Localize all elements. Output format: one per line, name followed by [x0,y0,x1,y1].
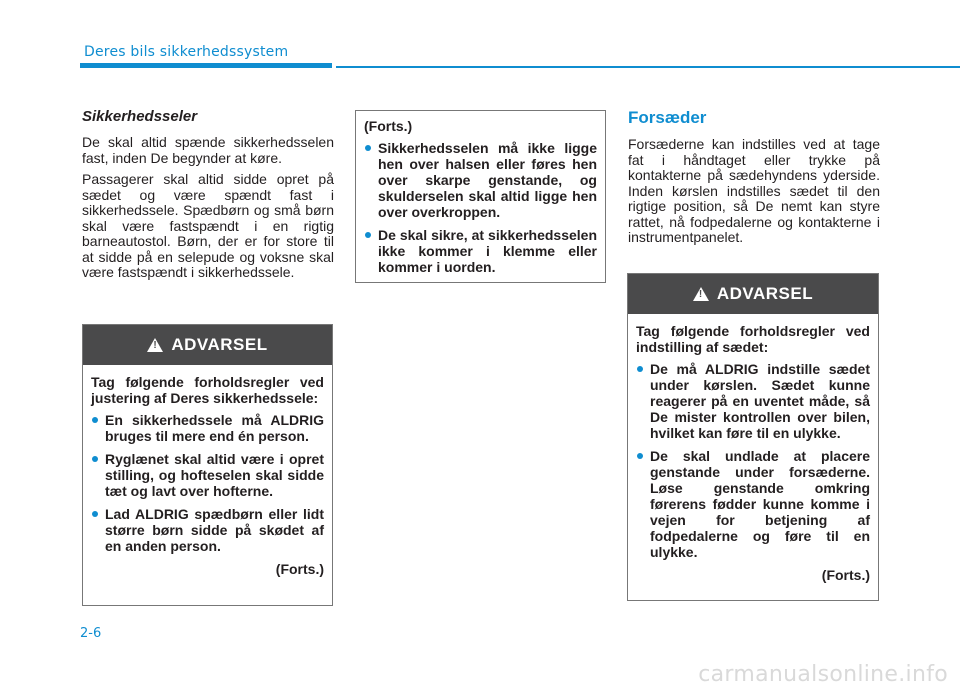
header-rule-thin [336,66,960,68]
warning-triangle-icon [693,287,709,301]
warning-item: Ryglænet skal altid være i opret stilling, og hofteselen skal sidde tæt og lavt over hofterne. [91,451,324,499]
paragraph: Forsæderne kan indstilles ved at tage fat i håndtaget eller trykke på kontakterne på sædehyndens yderside. Inden kørslen indstilles sædet til den rigtige position, så De nemt kan styre rattet, nå fodpedalerne og kontakterne i instrumentpanelet. [628,136,880,245]
heading-front-seats: Forsæder [628,108,707,127]
warning-item: De skal sikre, at sikkerhedsselen ikke kommer i klemme eller kommer i uorden. [364,227,597,275]
continued-header: (Forts.) [364,118,413,134]
column-seatbelts [82,108,334,287]
warning-box-seatbelt [82,324,333,606]
warning-title: ADVARSEL [716,284,814,303]
continued-label: (Forts.) [275,561,324,577]
warning-header [628,274,878,314]
warning-box-continued [355,110,606,283]
warning-item: Lad ALDRIG spædbørn eller lidt større børn sidde på skødet af en anden person. [91,506,324,554]
warning-item: Sikkerhedsselen må ikke ligge hen over halsen eller føres hen over skarpe genstande, og skulderselen skal altid ligge hen over overkroppen. [364,140,597,220]
subheading-seatbelts: Sikkerhedsseler [82,108,198,125]
header-rule-thick [80,63,332,68]
warning-triangle-icon [147,338,163,352]
warning-box-seat [627,273,879,601]
paragraph: De skal altid spænde sikkerhedsselen fast, inden De begynder at køre. [82,134,334,166]
watermark: carmanualsonline.info [698,662,948,687]
warning-item: En sikkerhedssele må ALDRIG bruges til mere end én person. [91,412,324,444]
page-number: 2-6 [80,626,102,641]
warning-header [83,325,332,365]
warning-intro: Tag følgende forholdsregler ved justering af Deres sikkerhedssele: [91,374,324,406]
warning-intro: Tag følgende forholdsregler ved indstilling af sædet: [636,323,870,355]
warning-item: De må ALDRIG indstille sædet under kørslen. Sædet kunne reagerer på en uventet måde, så De mister kontrollen over bilen, hvilket kan føre til en ulykke. [636,361,870,441]
column-front-seats [628,108,880,252]
section-title: Deres bils sikkerhedssystem [84,44,289,60]
continued-label: (Forts.) [821,567,870,583]
warning-item: De skal undlade at placere genstande under forsæderne. Løse genstande omkring førerens fødder kunne komme i vejen for betjening af fodpedalerne og føre til en ulykke. [636,448,870,560]
warning-title: ADVARSEL [171,335,268,354]
paragraph: Passagerer skal altid sidde opret på sædet og være spændt fast i sikkerhedssele. Spædbørn og små børn skal være fastspændt i en rigtig barneautostol. Børn, der er for store til at sidde på en selepude og voksne skal være fastspændt i sikkerhedssele. [82,171,334,280]
